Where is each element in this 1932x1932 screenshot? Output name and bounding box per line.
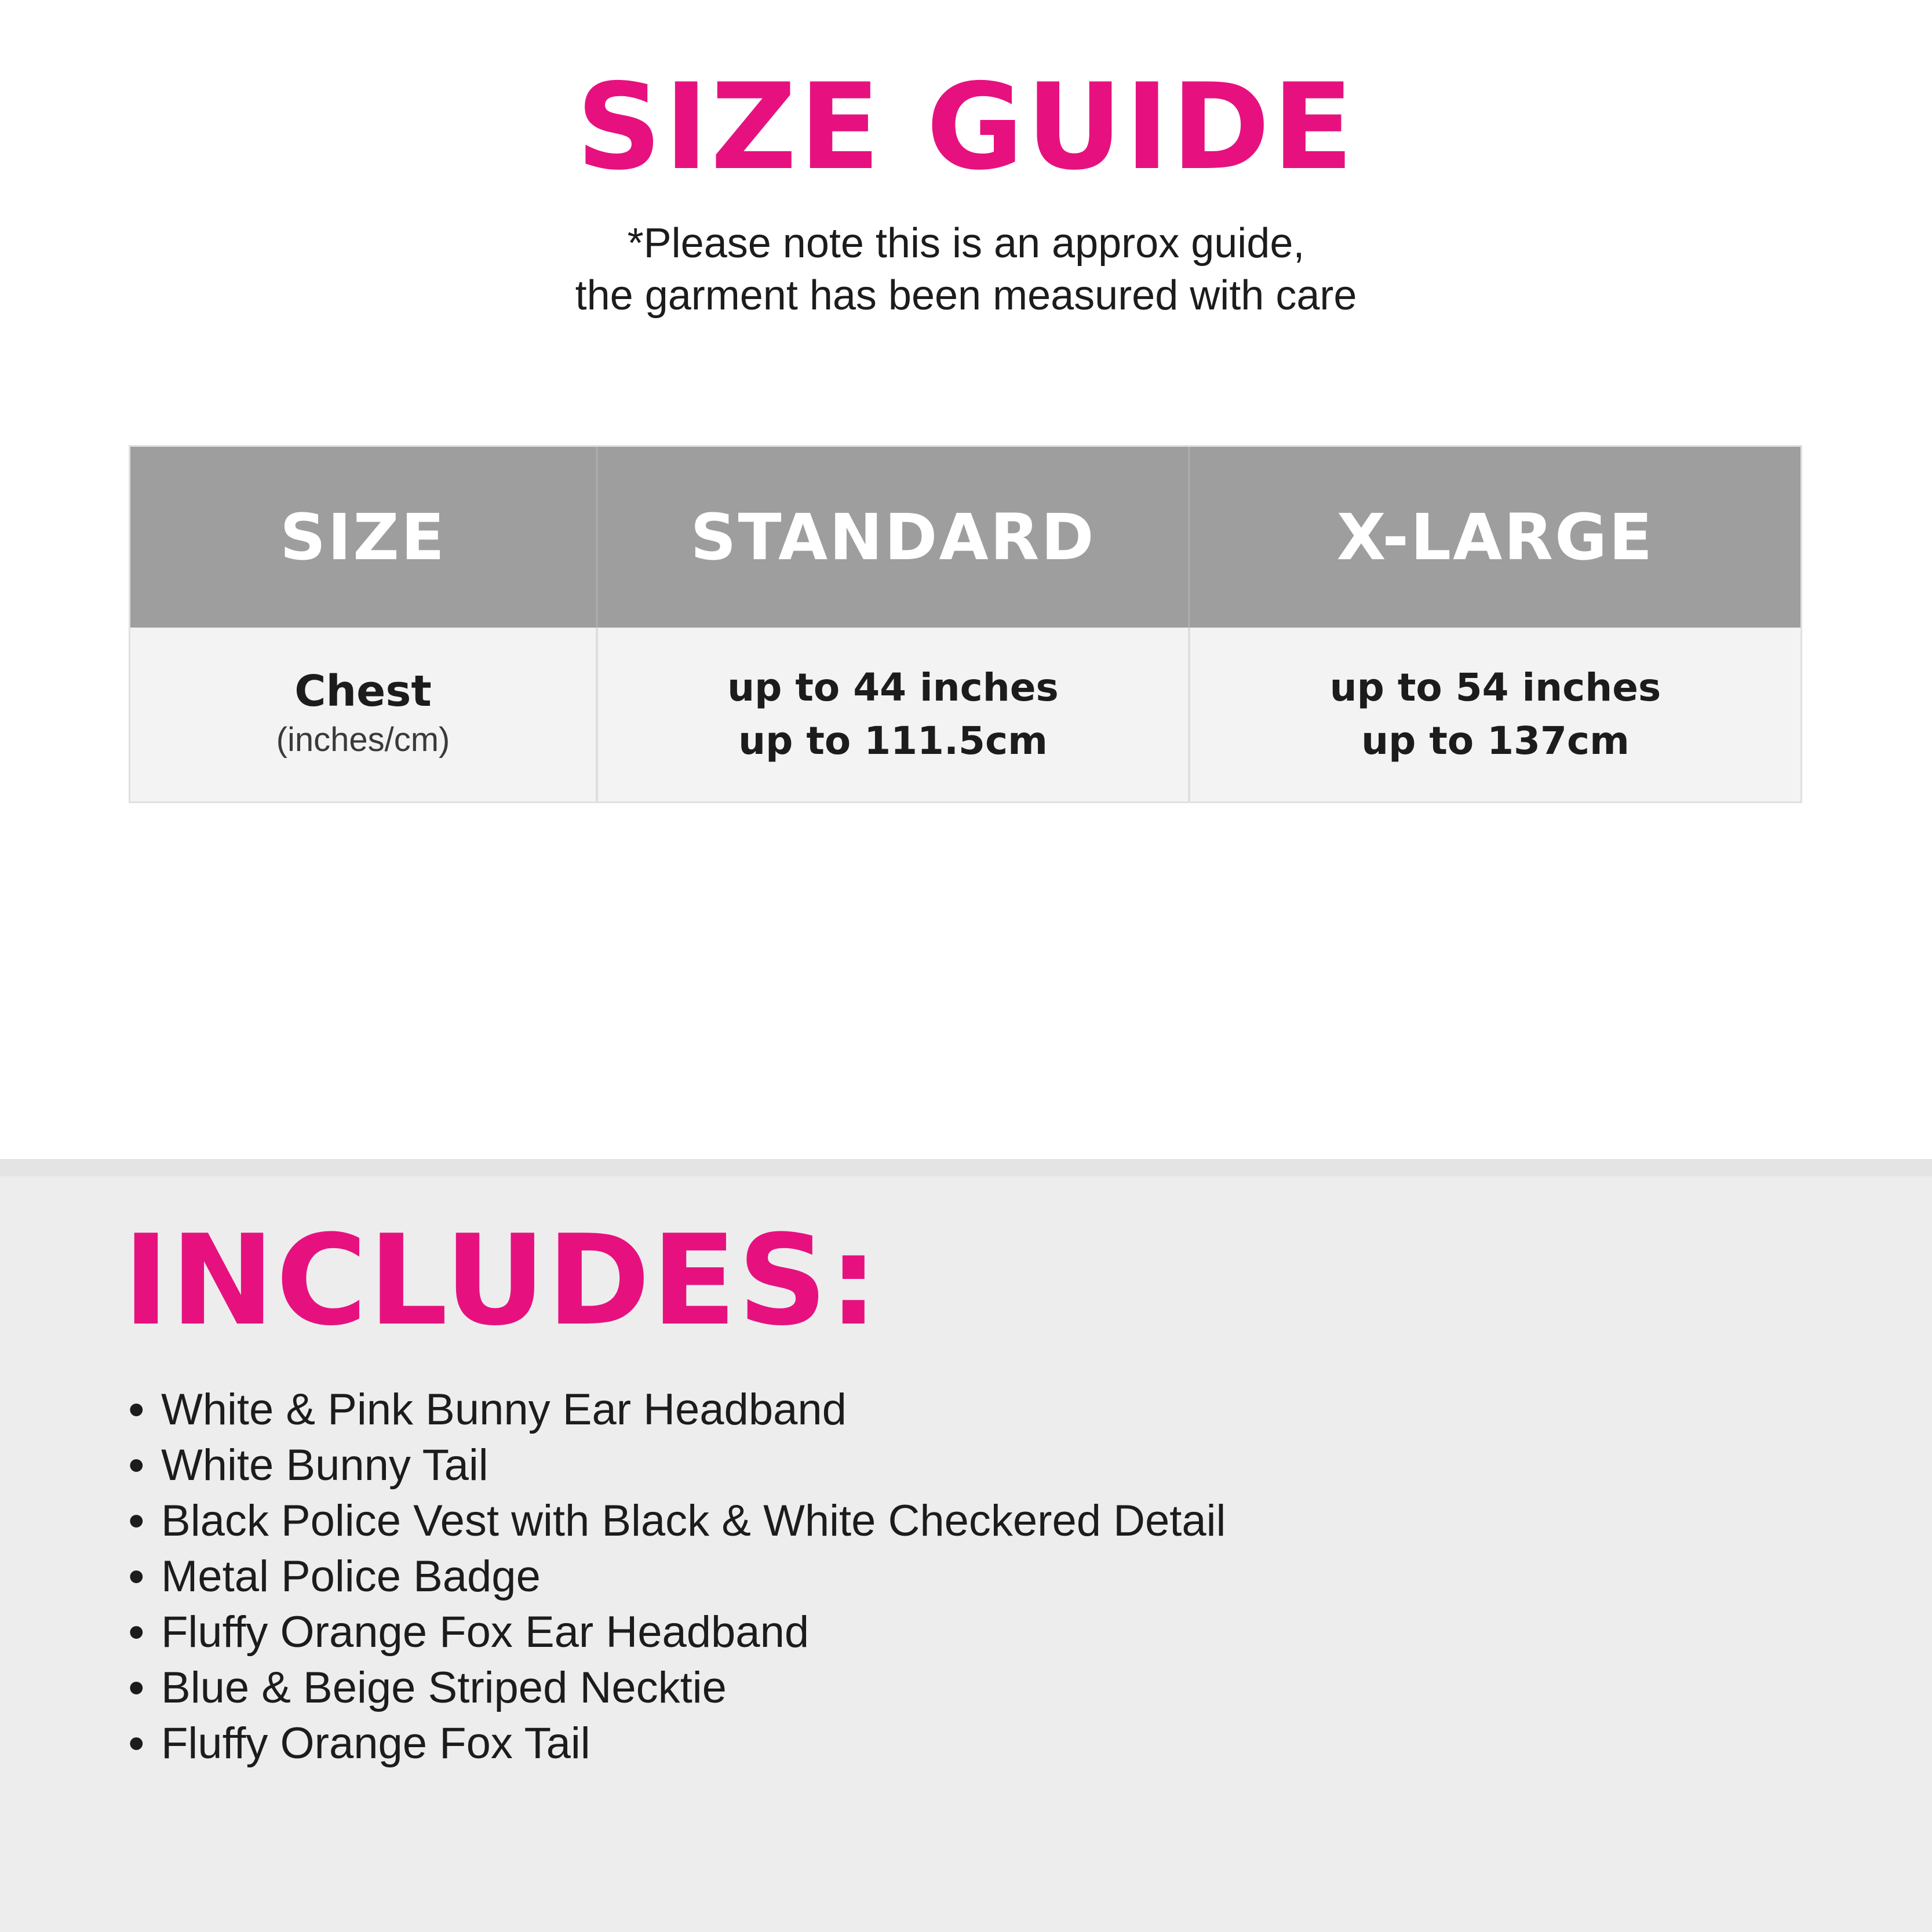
approx-note (0, 217, 1932, 322)
bullet-icon: • (129, 1385, 144, 1434)
row-label-chest: Chest (294, 666, 432, 716)
list-item-text: Fluffy Orange Fox Tail (161, 1719, 590, 1768)
list-item-text: White Bunny Tail (161, 1441, 489, 1490)
includes-title: INCLUDES: (123, 1208, 880, 1353)
header-cell-standard (596, 447, 1188, 628)
list-item-text: Black Police Vest with Black & White Checkered Detail (161, 1496, 1226, 1545)
bullet-icon: • (129, 1607, 144, 1657)
list-item (129, 1493, 1226, 1549)
xlarge-inches: up to 54 inches (1329, 665, 1661, 710)
note-line-2: the garment has been measured with care (575, 272, 1357, 319)
includes-list (129, 1382, 1226, 1771)
list-item (129, 1660, 1226, 1716)
list-item-text: White & Pink Bunny Ear Headband (161, 1385, 847, 1434)
standard-value-cell (596, 628, 1188, 801)
list-item-text: Blue & Beige Striped Necktie (161, 1663, 727, 1712)
list-item-text: Metal Police Badge (161, 1552, 541, 1601)
standard-cm: up to 111.5cm (738, 719, 1048, 763)
list-item (129, 1438, 1226, 1493)
note-line-1: *Please note this is an approx guide, (627, 220, 1305, 267)
list-item (129, 1716, 1226, 1771)
standard-inches: up to 44 inches (727, 665, 1059, 710)
table-header-row (130, 447, 1800, 628)
header-cell-size (130, 447, 596, 628)
row-label-cell (130, 628, 596, 801)
page-title: SIZE GUIDE (576, 59, 1356, 196)
bullet-icon: • (129, 1663, 144, 1712)
bullet-icon: • (129, 1441, 144, 1490)
bullet-icon: • (129, 1719, 144, 1768)
list-item (129, 1549, 1226, 1605)
xlarge-cm: up to 137cm (1361, 719, 1630, 763)
list-item (129, 1605, 1226, 1660)
size-table (129, 445, 1802, 803)
bullet-icon: • (129, 1496, 144, 1545)
header-xlarge-label: X-LARGE (1336, 500, 1654, 574)
header-standard-label: STANDARD (690, 500, 1096, 574)
list-item-text: Fluffy Orange Fox Ear Headband (161, 1607, 810, 1657)
header-size-label: SIZE (279, 500, 447, 574)
header-cell-xlarge (1188, 447, 1800, 628)
row-sublabel-units: (inches/cm) (276, 721, 450, 759)
bullet-icon: • (129, 1552, 144, 1601)
xlarge-value-cell (1188, 628, 1800, 801)
table-row (130, 628, 1800, 801)
list-item (129, 1382, 1226, 1438)
